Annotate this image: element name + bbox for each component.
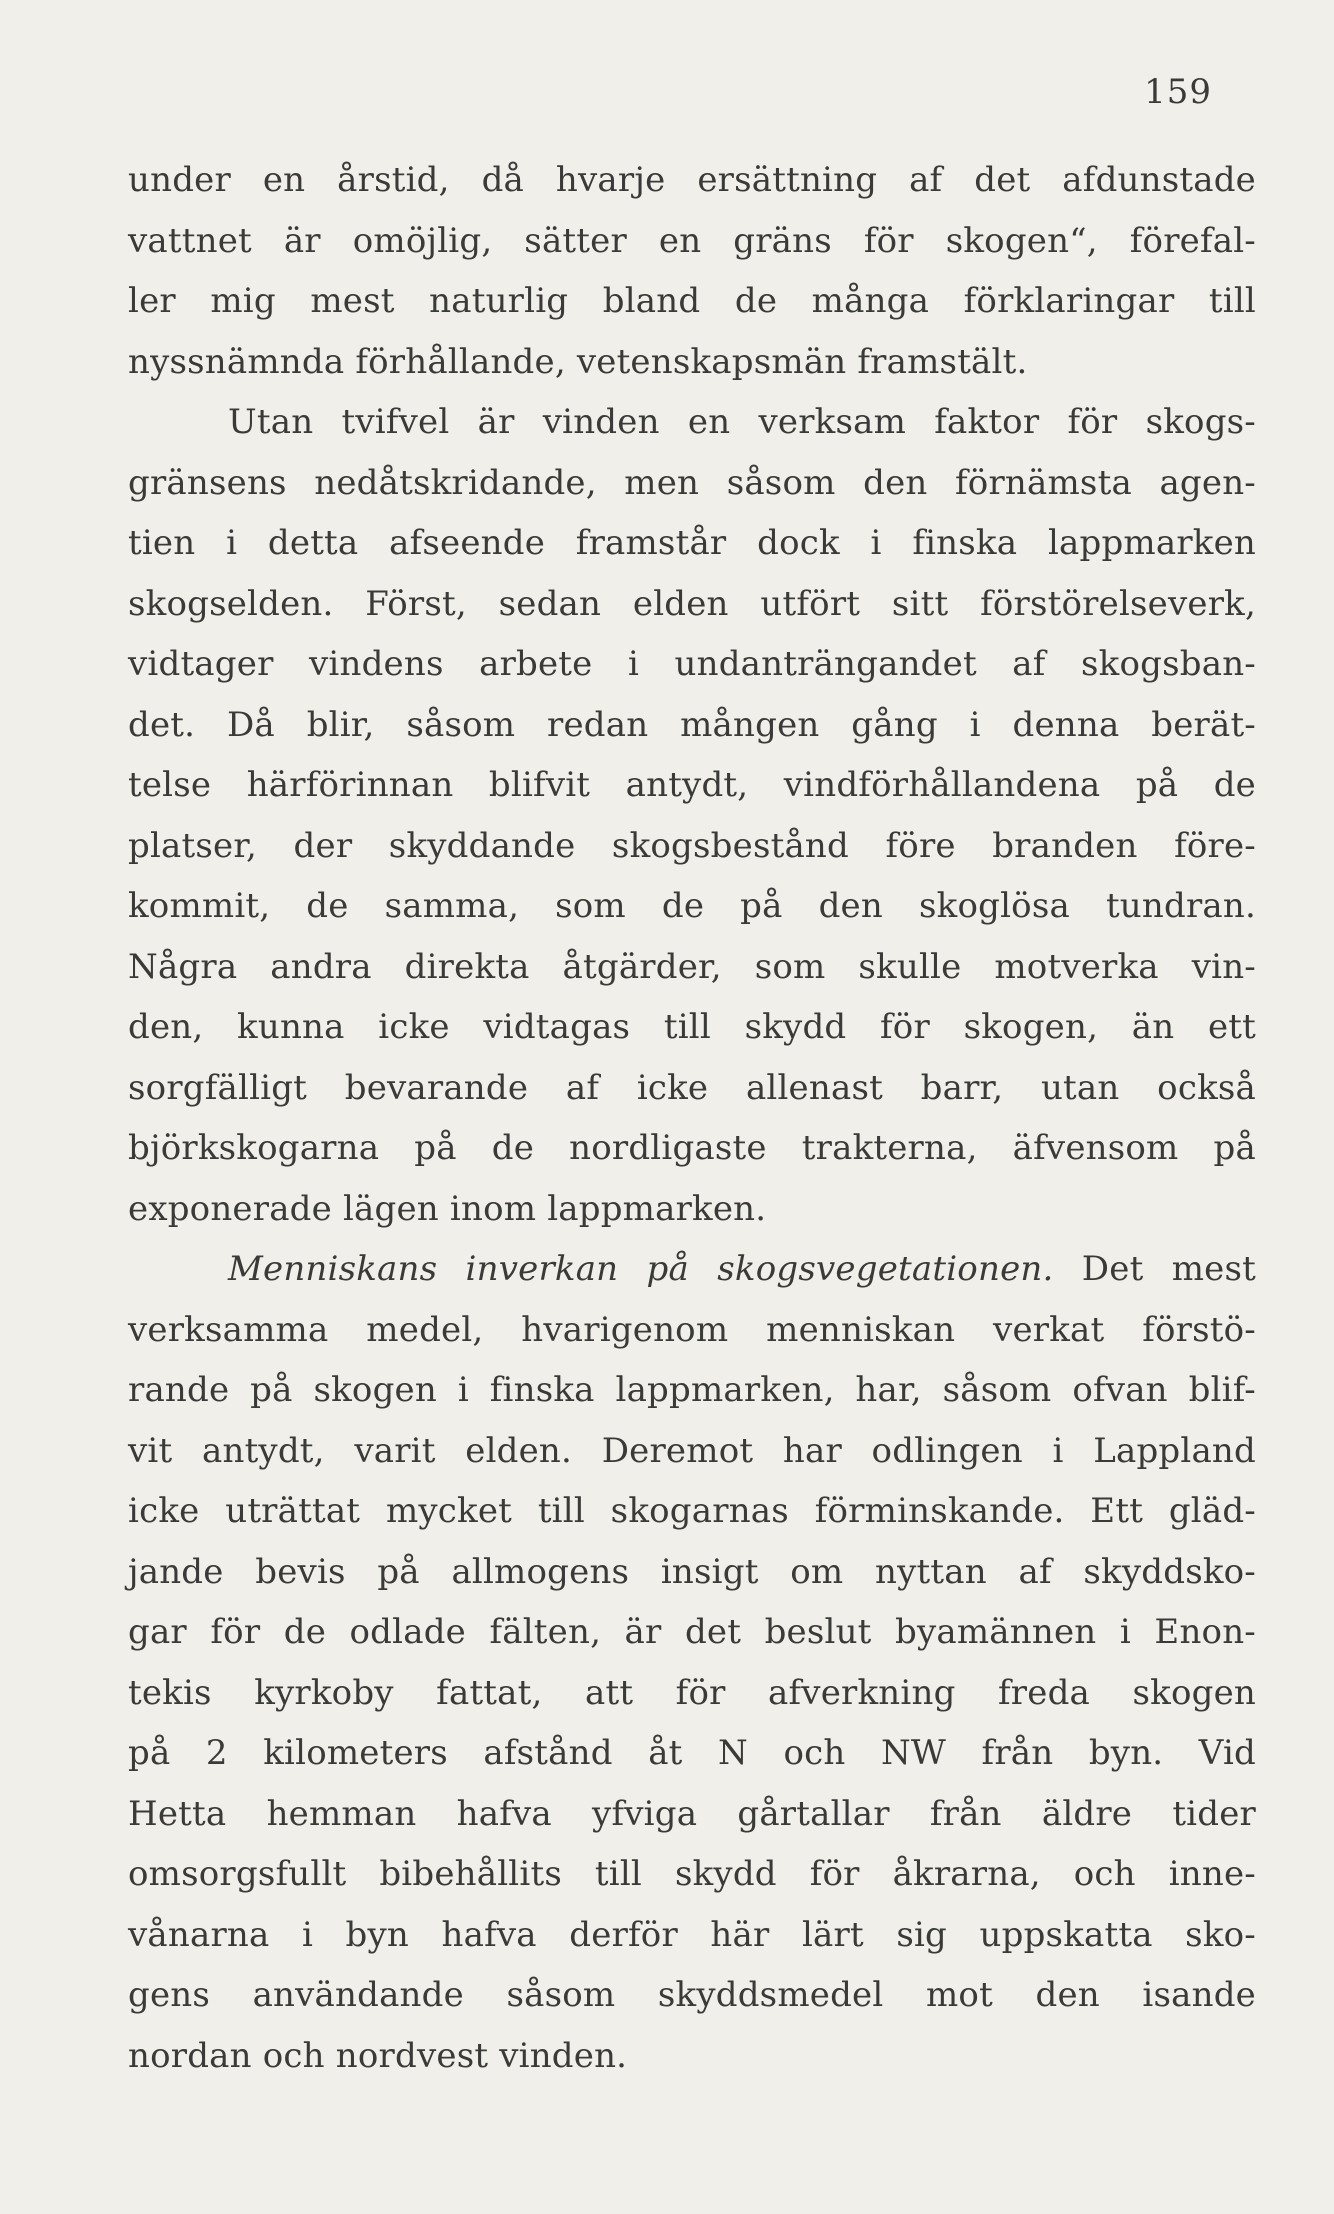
body-text bbox=[128, 150, 1256, 2086]
text-line: gränsens nedåtskridande, men såsom den förnämsta agen- bbox=[128, 462, 1256, 503]
text-line: Utan tvifvel är vinden en verksam faktor för skogs- bbox=[228, 402, 1256, 442]
text-line: telse härförinnan blifvit antydt, vindförhållandena på de bbox=[128, 765, 1256, 805]
text-line: jande bevis på allmogens insigt om nyttan af skyddsko- bbox=[128, 1551, 1256, 1592]
text-line: björkskogarna på de nordligaste trakterna, äfvensom på bbox=[128, 1128, 1256, 1168]
text-line: gens användande såsom skyddsmedel mot den isande bbox=[128, 1975, 1256, 2015]
section-heading-line bbox=[128, 1239, 1256, 1300]
text-line: på 2 kilometers afstånd åt N och NW från byn. Vid bbox=[128, 1733, 1256, 1773]
text-line: under en årstid, då hvarje ersättning af det afdunstade bbox=[128, 160, 1256, 200]
text-line: exponerade lägen inom lappmarken. bbox=[128, 1188, 767, 1229]
section-heading: Menniskans inverkan på skogsvegetationen. bbox=[228, 1249, 1054, 1289]
text-line: vattnet är omöjlig, sätter en gräns för skogen“, förefal- bbox=[128, 220, 1256, 261]
section-heading-continuation: Det mest bbox=[1081, 1249, 1256, 1289]
text-line: skogselden. Först, sedan elden utfört sitt förstörelseverk, bbox=[128, 583, 1256, 624]
text-line: vidtager vindens arbete i undanträngandet af skogsban- bbox=[128, 644, 1256, 684]
text-line: nordan och nordvest vinden. bbox=[128, 2035, 628, 2076]
text-line: verksamma medel, hvarigenom menniskan verkat förstö- bbox=[128, 1309, 1256, 1350]
text-line: vit antydt, varit elden. Deremot har odlingen i Lappland bbox=[128, 1430, 1256, 1471]
text-line: omsorgsfullt bibehållits till skydd för åkrarna, och inne- bbox=[128, 1854, 1256, 1894]
text-line: nyssnämnda förhållande, vetenskapsmän framstält. bbox=[128, 341, 1028, 382]
text-line: det. Då blir, såsom redan mången gång i denna berät- bbox=[128, 704, 1256, 745]
text-line: ler mig mest naturlig bland de många förklaringar till bbox=[128, 281, 1256, 321]
text-line: Några andra direkta åtgärder, som skulle motverka vin- bbox=[128, 946, 1256, 987]
page-number: 159 bbox=[1144, 72, 1212, 112]
text-line: Hetta hemman hafva yfviga gårtallar från äldre tider bbox=[128, 1793, 1256, 1834]
text-line: kommit, de samma, som de på den skoglösa tundran. bbox=[128, 886, 1256, 926]
text-line: tien i detta afseende framstår dock i finska lappmarken bbox=[128, 523, 1256, 563]
text-line: sorgfälligt bevarande af icke allenast barr, utan också bbox=[128, 1067, 1256, 1108]
text-line: icke uträttat mycket till skogarnas förminskande. Ett gläd- bbox=[128, 1491, 1256, 1531]
text-line: den, kunna icke vidtagas till skydd för skogen, än ett bbox=[128, 1007, 1256, 1047]
text-line: gar för de odlade fälten, är det beslut byamännen i Enon- bbox=[128, 1612, 1256, 1652]
text-line: vånarna i byn hafva derför här lärt sig uppskatta sko- bbox=[128, 1914, 1256, 1955]
text-line: platser, der skyddande skogsbestånd före branden före- bbox=[128, 825, 1256, 866]
text-line: tekis kyrkoby fattat, att för afverkning freda skogen bbox=[128, 1672, 1256, 1713]
text-line: rande på skogen i finska lappmarken, har, såsom ofvan blif- bbox=[128, 1370, 1256, 1410]
